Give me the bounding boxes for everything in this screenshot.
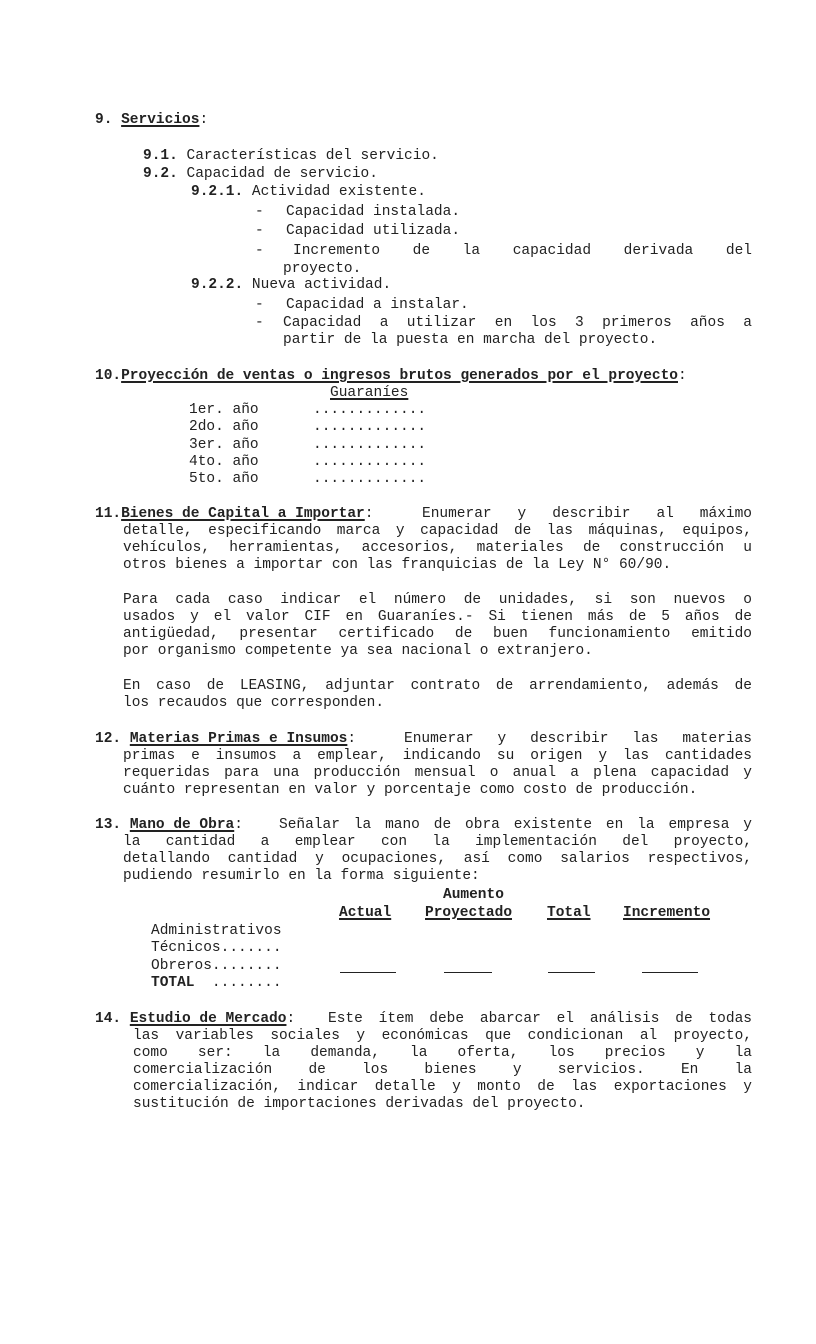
paragraph-line: usados y el valor CIF en Guaraníes.- Si tienen más de 5 años de [123, 609, 752, 625]
bullet-dash: - [255, 297, 264, 313]
year-value: ............. [313, 402, 427, 418]
year-value: ............. [313, 437, 427, 453]
paragraph-line: Para cada caso indicar el número de unidades, si son nuevos o [123, 592, 752, 608]
bullet-dash: - [255, 315, 264, 331]
paragraph-line: vehículos, herramientas, accesorios, materiales de construcción u [123, 540, 752, 556]
col-header-actual: Actual [339, 905, 392, 921]
paragraph-line: cuánto representan en valor y porcentaje como costo de producción. [123, 782, 698, 798]
paragraph-line: Enumerar y describir al máximo [422, 506, 752, 522]
year-label: 1er. año [189, 402, 259, 418]
section-title: Proyección de ventas o ingresos brutos generados por el proyecto [121, 368, 678, 384]
section-11-heading: 11.Bienes de Capital a Importar: [95, 506, 374, 522]
section-number: 13. [95, 817, 122, 833]
paragraph-line: antigüedad, presentar certificado de buen funcionamiento emitido [123, 626, 752, 642]
section-number: 14. [95, 1011, 122, 1027]
bullet-text: Capacidad instalada. [286, 204, 461, 220]
bullet-text-continued: partir de la puesta en marcha del proyecto. [283, 332, 658, 348]
year-value: ............. [313, 471, 427, 487]
section-9-heading: 9. Servicios: [95, 112, 209, 128]
paragraph-line: Este ítem debe abarcar el análisis de todas [328, 1011, 752, 1027]
section-number: 10. [95, 368, 122, 384]
paragraph-line: En caso de LEASING, adjuntar contrato de arrendamiento, además de [123, 678, 752, 694]
row-label: Administrativos [151, 923, 282, 939]
bullet-dash: - [255, 204, 264, 220]
row-label: Técnicos....... [151, 940, 282, 956]
year-label: 2do. año [189, 419, 259, 435]
paragraph-line: primas e insumos a emplear, indicando su origen y las cantidades [123, 748, 752, 764]
bullet-dash: - [255, 223, 264, 239]
blank-line-incremento [642, 972, 698, 973]
year-label: 3er. año [189, 437, 259, 453]
total-row-label: TOTAL ........ [151, 975, 282, 991]
section-title: Materias Primas e Insumos [129, 731, 348, 747]
section-12-heading: 12. Materias Primas e Insumos: [95, 731, 357, 747]
item-9-2-1: 9.2.1. Actividad existente. [191, 184, 426, 200]
col-header-total: Total [547, 905, 591, 921]
paragraph-line: por organismo competente ya sea nacional o extranjero. [123, 643, 593, 659]
item-9-2-2: 9.2.2. Nueva actividad. [191, 277, 392, 293]
col-header-incremento: Incremento [623, 905, 711, 921]
paragraph-line: otros bienes a importar con las franquicias de la Ley N° 60/90. [123, 557, 672, 573]
section-number: 11. [95, 506, 122, 522]
bullet-text: Capacidad a utilizar en los 3 primeros años a [283, 315, 752, 331]
year-value: ............. [313, 454, 427, 470]
paragraph-line: los recaudos que corresponden. [123, 695, 385, 711]
section-10-heading: 10.Proyección de ventas o ingresos brutos generados por el proyecto: [95, 368, 687, 384]
section-title: Bienes de Capital a Importar [121, 506, 365, 522]
paragraph-line: Señalar la mano de obra existente en la empresa y [279, 817, 752, 833]
section-14-heading: 14. Estudio de Mercado: [95, 1011, 296, 1027]
section-title: Mano de Obra [129, 817, 235, 833]
bullet-text-continued: proyecto. [283, 261, 362, 277]
row-label: Obreros........ [151, 958, 282, 974]
blank-line-actual [340, 972, 396, 973]
blank-line-proyectado [444, 972, 492, 973]
paragraph-line: Enumerar y describir las materias [404, 731, 752, 747]
paragraph-line: detalle, especificando marca y capacidad de las máquinas, equipos, [123, 523, 752, 539]
year-value: ............. [313, 419, 427, 435]
currency-header: Guaraníes [330, 385, 409, 401]
paragraph-line: como ser: la demanda, la oferta, los precios y la [133, 1045, 752, 1061]
section-number: 12. [95, 731, 122, 747]
paragraph-line: las variables sociales y económicas que condicionan al proyecto, [133, 1028, 752, 1044]
bullet-text: Capacidad utilizada. [286, 223, 461, 239]
blank-line-total [548, 972, 595, 973]
section-number: 9. [95, 112, 113, 128]
paragraph-line: la cantidad a emplear con la implementación del proyecto, [123, 834, 752, 850]
col-header-proyectado: Proyectado [425, 905, 513, 921]
paragraph-line: comercialización, indicar detalle y monto de las exportaciones y [133, 1079, 752, 1095]
bullet-text: Capacidad a instalar. [286, 297, 469, 313]
item-9-2: 9.2. Capacidad de servicio. [143, 166, 378, 182]
year-label: 4to. año [189, 454, 259, 470]
year-label: 5to. año [189, 471, 259, 487]
section-title: Servicios [121, 112, 200, 128]
item-9-1: 9.1. Características del servicio. [143, 148, 439, 164]
paragraph-line: requeridas para una producción mensual o anual a plena capacidad y [123, 765, 752, 781]
section-13-heading: 13. Mano de Obra: [95, 817, 243, 833]
paragraph-line: comercialización de los bienes y servicios. En la [133, 1062, 752, 1078]
paragraph-line: pudiendo resumirlo en la forma siguiente: [123, 868, 480, 884]
bullet-text: Incremento de la capacidad derivada del [293, 243, 752, 259]
col-header-top: Aumento [443, 887, 504, 903]
paragraph-line: sustitución de importaciones derivadas del proyecto. [133, 1096, 586, 1112]
section-title: Estudio de Mercado [129, 1011, 287, 1027]
bullet-dash: - [255, 243, 264, 259]
paragraph-line: detallando cantidad y ocupaciones, así como salarios respectivos, [123, 851, 752, 867]
